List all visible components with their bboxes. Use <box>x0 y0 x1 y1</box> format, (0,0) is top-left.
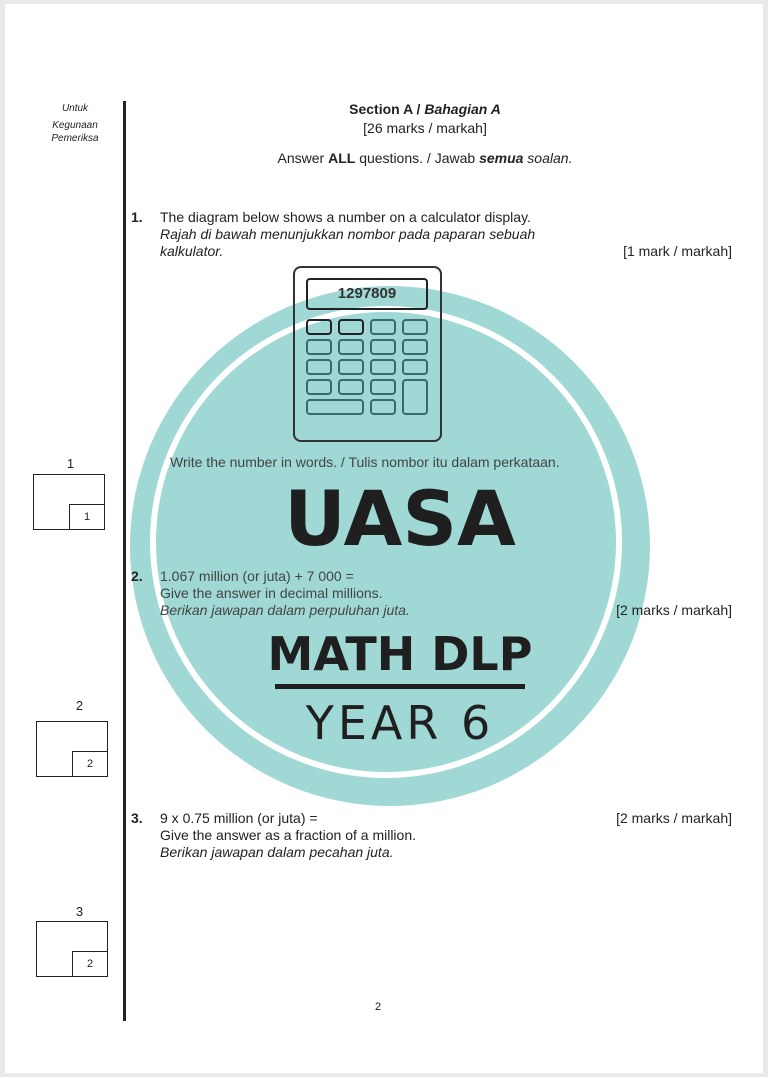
page-number: 2 <box>375 1001 382 1013</box>
section-title: Section A / <box>349 101 425 117</box>
side-text: Untuk <box>61 103 89 114</box>
q-marks: [2 marks / markah] <box>616 810 732 826</box>
mark-box-1[interactable] <box>33 474 105 530</box>
box-label: 2 <box>75 698 84 713</box>
q-number: 2. <box>131 568 143 584</box>
watermark-subtitle: MATH DLP <box>267 627 533 681</box>
mark-box-2[interactable] <box>36 721 108 777</box>
box-label: 3 <box>75 904 84 919</box>
q-text-ms: kalkulator. <box>160 243 224 259</box>
calculator-keys <box>305 318 430 433</box>
instr: semua <box>479 150 524 166</box>
mark-box-3[interactable] <box>36 921 108 977</box>
instr: Answer <box>277 150 329 166</box>
q-marks: [1 mark / markah] <box>623 243 732 259</box>
section-title-ms: Bahagian A <box>424 101 501 117</box>
section-marks: [26 marks / markah] <box>363 120 487 136</box>
q-text: 9 x 0.75 million (or juta) = <box>160 810 318 826</box>
max-marks: 2 <box>72 951 108 977</box>
max-marks: 1 <box>69 504 105 530</box>
side-text: Pemeriksa <box>51 133 99 144</box>
question-1 <box>127 209 732 260</box>
watermark-underline <box>275 684 525 689</box>
q-number: 3. <box>131 810 143 826</box>
exam-page <box>5 4 763 1073</box>
max-marks: 2 <box>72 751 108 777</box>
watermark-title: UASA <box>284 474 516 563</box>
q-text-ms: Rajah di bawah menunjukkan nombor pada paparan sebuah <box>160 226 536 242</box>
instr: questions. / Jawab <box>355 150 480 166</box>
question-2 <box>127 568 732 619</box>
q-text-ms: Berikan jawapan dalam pecahan juta. <box>160 844 394 860</box>
q-text: Give the answer in decimal millions. <box>160 585 383 601</box>
question-3 <box>127 810 732 861</box>
instr: soalan. <box>523 150 573 166</box>
q-text: The diagram below shows a number on a calculator display. <box>160 209 531 225</box>
instr: ALL <box>328 150 356 166</box>
calculator-icon <box>293 266 442 442</box>
q-text: 1.067 million (or juta) + 7 000 = <box>160 568 354 584</box>
section-header <box>125 100 725 168</box>
q-number: 1. <box>131 209 143 225</box>
side-text: Kegunaan <box>52 120 98 131</box>
examiner-label <box>30 102 120 145</box>
margin-line <box>123 101 126 1021</box>
q-text: Give the answer as a fraction of a million. <box>160 827 417 843</box>
box-label: 1 <box>66 456 75 471</box>
q-marks: [2 marks / markah] <box>616 602 732 618</box>
q-text-ms: Berikan jawapan dalam perpuluhan juta. <box>160 602 410 618</box>
calculator-display: 1297809 <box>306 278 428 310</box>
q1-prompt: Write the number in words. / Tulis nombor itu dalam perkataan. <box>170 454 560 470</box>
watermark-year: YEAR 6 <box>305 696 495 750</box>
